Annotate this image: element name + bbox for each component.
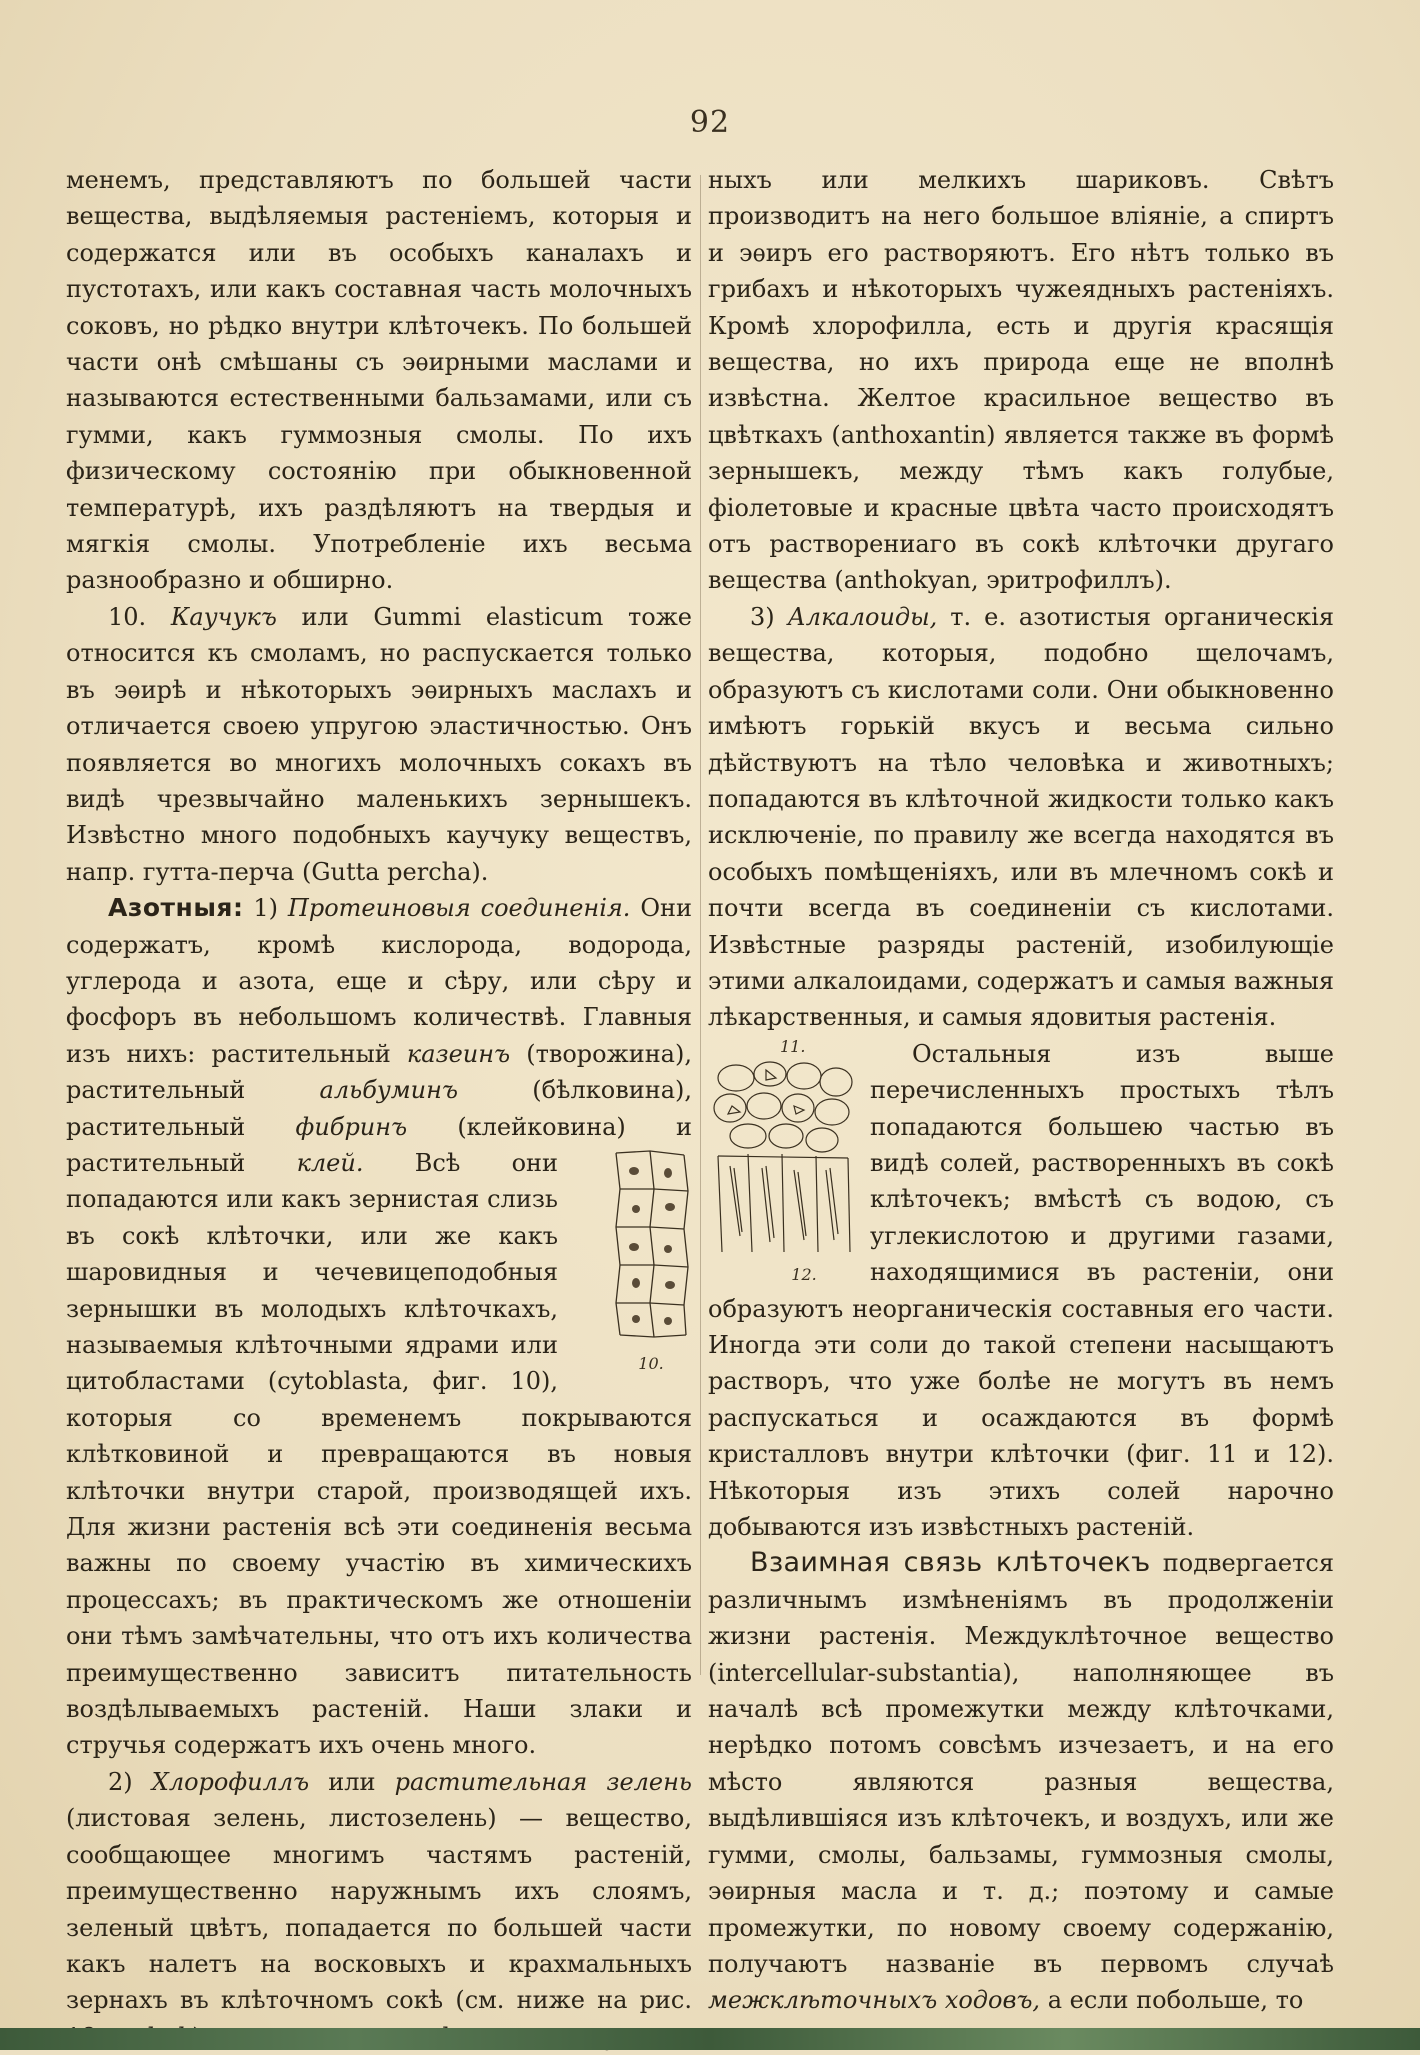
term-klei: клей.	[296, 1148, 364, 1177]
figure-10-label: 10.	[638, 1354, 664, 1374]
figure-11-12	[708, 1038, 858, 1284]
figure-12-label: 12.	[791, 1265, 817, 1285]
left-paragraph-kauchuk: 10. Каучукъ или Gummi elasticum тоже относится къ смоламъ, но распускается только въ эѳирѣ и нѣкоторыхъ эѳирныхъ маслахъ и отличается своею упругою эластичностью. Онъ появляется во многихъ молочныхъ сокахъ въ видѣ чрезвычайно маленькихъ зернышекъ. Извѣстно много подобныхъ каучуку веществъ, напр. гутта-перча (Gutta percha).	[66, 602, 692, 886]
left-paragraph-azotnyya: Азотныя: 1) Протеиновыя соединенія. Они содержатъ, кромѣ кислорода, водорода, углерода и азота, еще и сѣру, или сѣру и фосфоръ въ небольшомъ количествѣ. Главныя изъ нихъ: растительный казеинъ (творожина), растительный альбуминъ (бѣлковина), растительный фибринъ (клейковина) и растительный клей. 10. Всѣ они попадаются или какъ зернистая слизь въ сокѣ клѣточки, или же какъ шаровидныя и чечевицеподобныя зернышки въ молодыхъ клѣточкахъ, называемыя клѣточными ядрами или цитобластами (cytoblasta, фиг. 10), которыя со временемъ покрываются клѣтковиной и превращаются въ новыя клѣточки внутри старой, производящей ихъ. Для жизни растенія всѣ эти соединенія весьма важны по своему участію въ химическихъ процессахъ; въ практическомъ же отношеніи они тѣмъ замѣчательны, что отъ ихъ количества преимущественно зависитъ питательность воздѣлываемыхъ растеній. Наши злаки и стручья содержатъ ихъ очень много.	[66, 893, 693, 1760]
figure-11-label: 11.	[780, 1036, 806, 1056]
left-paragraph-1: менемъ, представляютъ по большей части вещества, выдѣляемыя растеніемъ, которыя и содержатся или въ особыхъ каналахъ и пустотахъ, или какъ составная часть молочныхъ соковъ, но рѣдко внутри клѣточекъ. По большей части онѣ смѣшаны съ эѳирными маслами и называются естественными бальзамами, или съ гумми, какъ гуммозныя смолы. По ихъ физическому состоянію при обыкновенной температурѣ, ихъ раздѣляютъ на твердыя и мягкія смолы. Употребленіе ихъ весьма разнообразно и обширно.	[66, 166, 692, 595]
right-paragraph-1: ныхъ или мелкихъ шариковъ. Свѣтъ производитъ на него большое вліяніе, а спиртъ и эѳиръ его растворяютъ. Его нѣтъ только въ грибахъ и нѣкоторыхъ чужеядныхъ растеніяхъ. Кромѣ хлорофилла, есть и другія красящія вещества, но ихъ природа еще не вполнѣ извѣстна. Желтое красильное вещество въ цвѣткахъ (anthoxantin) является также въ формѣ зернышекъ, между тѣмъ какъ голубые, фіолетовые и красные цвѣта часто происходятъ отъ растворениаго въ сокѣ клѣточки другаго вещества (anthokyan, эритрофиллъ).	[708, 166, 1334, 595]
term-alkaloidy: Алкалоиды,	[787, 602, 938, 631]
term-kazein: казеинъ	[406, 1039, 511, 1068]
page-number: 92	[689, 105, 731, 140]
figure-10	[568, 1149, 692, 1373]
right-paragraph-alkaloidy: 3) Алкалоиды, т. е. азотистыя органическія вещества, которыя, подобно щелочамъ, образуютъ съ кислотами соли. Они обыкновенно имѣютъ горькій вкусъ и весьма сильно дѣйствуютъ на тѣло человѣка и животныхъ; попадаются въ клѣточной жидкости только какъ исключеніе, по правилу же всегда находятся въ особыхъ помѣщеніяхъ, или въ млечномъ сокѣ и почти всегда въ соединеніи съ кислотами. Извѣстные разряды растеній, изобилующіе этими алкалоидами, содержатъ и самыя важныя лѣкарственныя, и самыя ядовитыя растенія.	[708, 602, 1334, 1032]
term-rastitelnaya-zelen: растительная зелень	[394, 1767, 692, 1796]
term-albumin: альбуминъ	[319, 1076, 458, 1105]
term-kauchuk: Каучукъ	[170, 602, 277, 631]
term-mezhkletochnye-hody: межклѣточныхъ ходовъ,	[708, 1986, 1041, 2015]
left-column	[66, 162, 692, 2055]
right-column	[708, 162, 1334, 2019]
left-paragraph-chlorophyll: 2) Хлорофиллъ или растительная зелень (листовая зелень, листозелень) — вещество, сообщающее многимъ частямъ растеній, преимущественно наружнымъ ихъ слоямъ, зеленый цвѣтъ, попадается по большей части какъ налетъ на восковыхъ и крахмальныхъ зернахъ въ клѣточномъ сокѣ (см. ниже на рис.	[66, 1764, 692, 2055]
section-heading-vzaimnaya-svyaz: Взаимная связь клѣточекъ	[750, 1547, 1151, 1579]
column-divider	[700, 175, 701, 1675]
section-heading-azotnyya: Азотныя:	[108, 893, 244, 923]
term-fibrin: фибринъ	[295, 1112, 408, 1141]
term-proteinovyya: Протеиновыя соединенія.	[287, 894, 631, 923]
figure-10-cells-drawing	[610, 1149, 692, 1345]
right-paragraph-vzaimnaya-svyaz: Взаимная связь клѣточекъ подвергается различнымъ измѣненіямъ въ продолженіи жизни растенія. Междуклѣточное вещество (intercellular-substantia), наполняющее въ началѣ всѣ промежутки между клѣточками, нерѣдко потомъ совсѣмъ изчезаетъ, и на его мѣсто являются разныя вещества, выдѣлившіяся изъ клѣточекъ, и воздухъ, или же гумми, смолы, бальзамы, гуммозныя смолы, эѳирныя масла и т. д.; поэтому и самые промежутки, по новому своему содержанію, получаютъ названіе въ первомъ случаѣ межклѣточныхъ ходовъ, а если побольше, то	[708, 1547, 1334, 2015]
right-paragraph-soli: 11. 12. Остальныя изъ выше перечисленныхъ простыхъ тѣлъ попадаются большею частью въ видѣ солей, растворенныхъ въ сокѣ клѣточекъ; вмѣстѣ съ водою, съ углекислотою и другими газами, находящимися въ растеніи, они образуютъ неорганическія составныя его части. Иногда эти соли до такой степени насыщаютъ растворъ, что уже болѣе не могутъ въ немъ распускаться и осаждаются въ формѣ кристалловъ внутри клѣточки (фиг. 11 и 12). Нѣкоторыя изъ этихъ солей нарочно добываются изъ извѣстныхъ растеній.	[708, 1036, 1334, 1542]
scan-edge-strip	[0, 2028, 1420, 2050]
term-chlorophyll: Хлорофиллъ	[151, 1767, 310, 1796]
figure-11-12-crystals-drawing	[708, 1056, 858, 1256]
